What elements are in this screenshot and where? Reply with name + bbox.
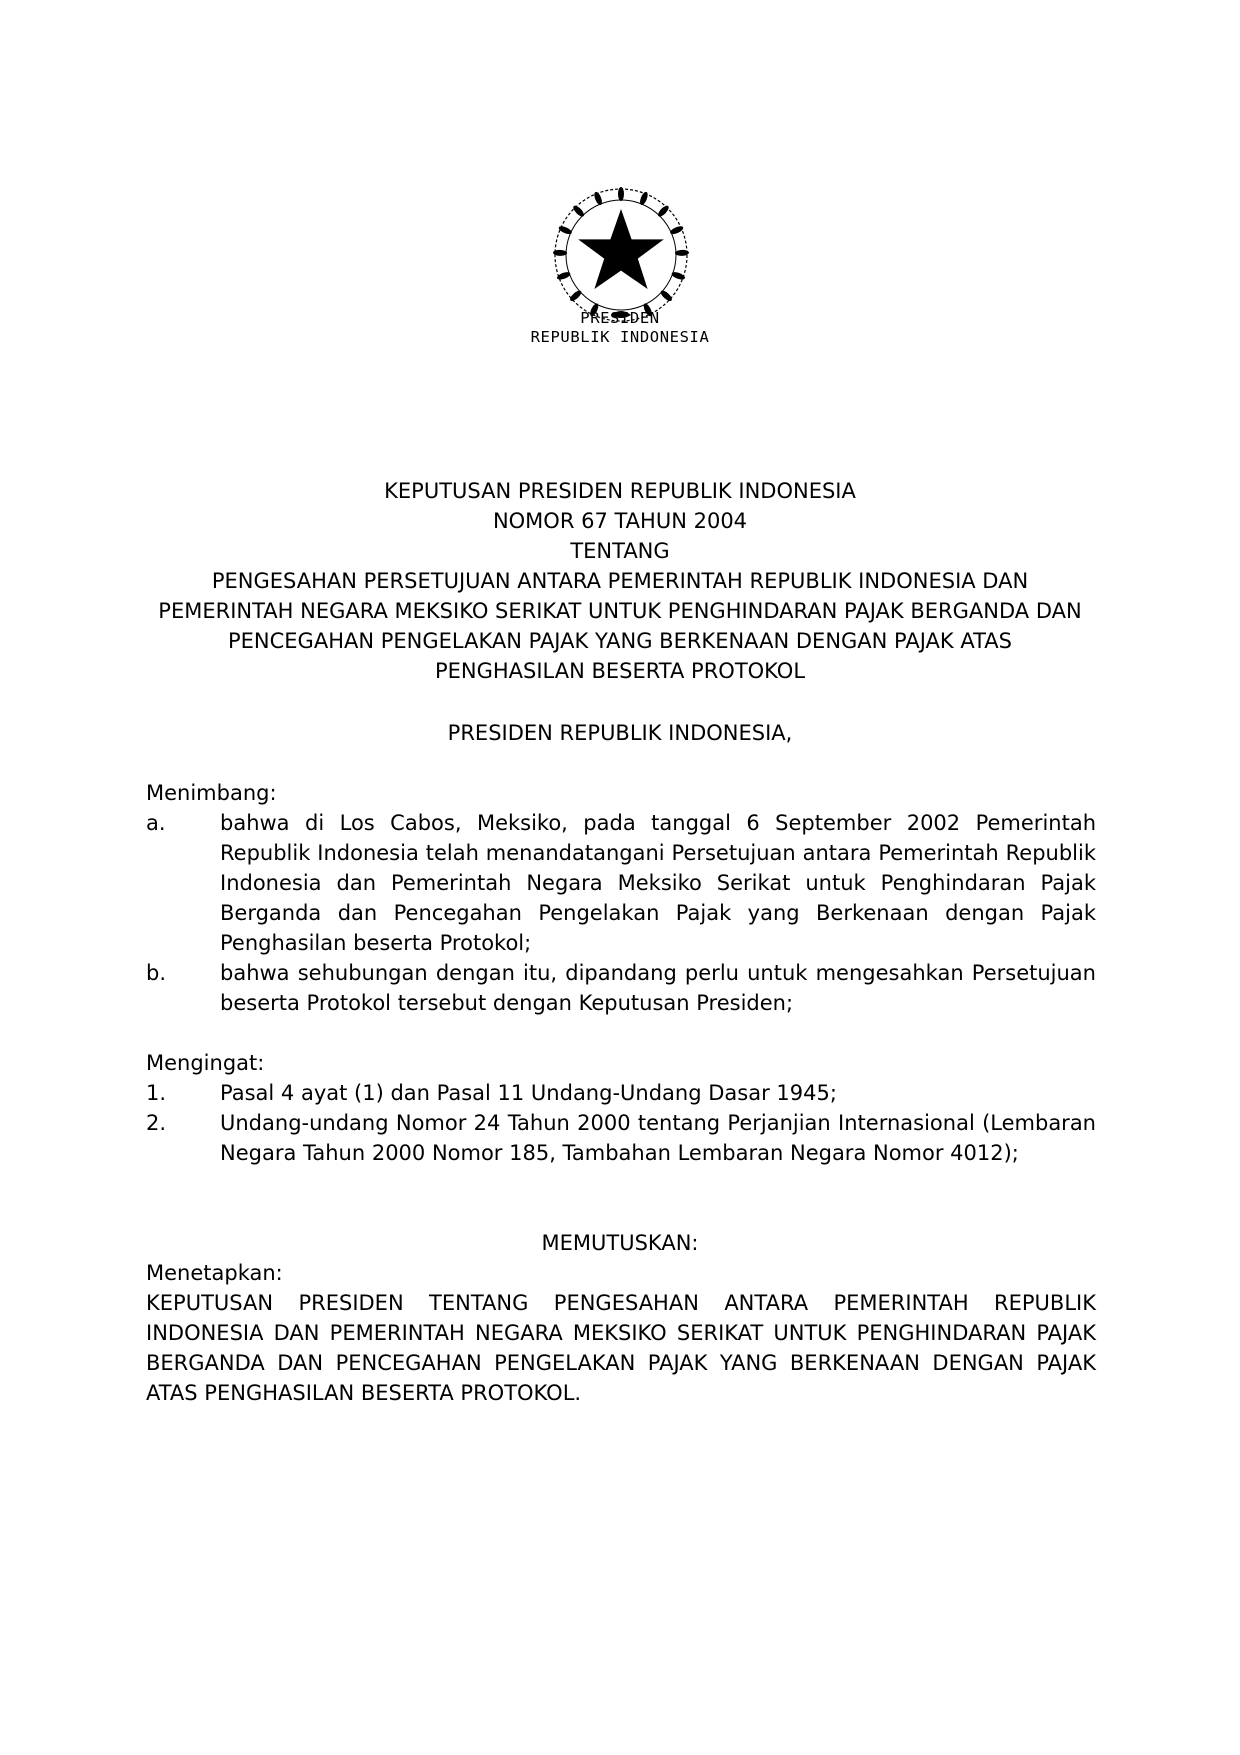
title-subject-line: PEMERINTAH NEGARA MEKSIKO SERIKAT UNTUK PENGHINDARAN PAJAK BERGANDA DAN: [158, 599, 1082, 623]
title-line: KEPUTUSAN PRESIDEN REPUBLIK INDONESIA: [384, 479, 856, 503]
header-line-republik: REPUBLIK INDONESIA: [530, 328, 710, 346]
header-line-presiden: PRESIDEN: [580, 309, 660, 327]
memutuskan-heading: MEMUTUSKAN:: [541, 1231, 699, 1255]
item-text: bahwa di Los Cabos, Meksiko, pada tanggal 6 September 2002 Pemerintah Republik Indonesia telah menandatangani Persetujuan antara Pemerintah Republik Indonesia dan Pemerintah Negara Meksiko Serikat untuk Penghindaran Pajak Berganda dan Pencegahan Pengelakan Pajak yang Berkenaan dengan Pajak Penghasilan beserta Protokol;: [220, 811, 1096, 955]
item-marker: a.: [146, 811, 166, 835]
item-marker: 1.: [146, 1081, 167, 1105]
title-subject-line: PENGESAHAN PERSETUJUAN ANTARA PEMERINTAH REPUBLIK INDONESIA DAN: [211, 569, 1029, 593]
preamble: PRESIDEN REPUBLIK INDONESIA,: [447, 721, 793, 745]
presidential-emblem-icon: [549, 183, 693, 327]
title-subject-line: PENCEGAHAN PENGELAKAN PAJAK YANG BERKENAAN DENGAN PAJAK ATAS: [227, 629, 1012, 653]
menetapkan-label: Menetapkan:: [146, 1261, 283, 1285]
item-text: bahwa sehubungan dengan itu, dipandang perlu untuk mengesahkan Persetujuan beserta Protokol tersebut dengan Keputusan Presiden;: [220, 961, 1096, 1015]
menetapkan-text: KEPUTUSAN PRESIDEN TENTANG PENGESAHAN ANTARA PEMERINTAH REPUBLIK INDONESIA DAN PEMERINTAH NEGARA MEKSIKO SERIKAT UNTUK PENGHINDARAN PAJAK BERGANDA DAN PENCEGAHAN PENGELAKAN PAJAK YANG BERKENAAN DENGAN PAJAK ATAS PENGHASILAN BESERTA PROTOKOL.: [146, 1291, 1096, 1405]
item-text: Undang-undang Nomor 24 Tahun 2000 tentang Perjanjian Internasional (Lembaran Negara Tahun 2000 Nomor 185, Tambahan Lembaran Negara Nomor 4012);: [220, 1111, 1096, 1165]
item-text: Pasal 4 ayat (1) dan Pasal 11 Undang-Undang Dasar 1945;: [220, 1081, 837, 1105]
item-marker: 2.: [146, 1111, 167, 1135]
title-subject-line: PENGHASILAN BESERTA PROTOKOL: [434, 659, 806, 683]
document-title: [120, 476, 1120, 686]
item-marker: b.: [146, 961, 167, 985]
title-number: NOMOR 67 TAHUN 2004: [492, 509, 748, 533]
mengingat-label: Mengingat:: [146, 1051, 265, 1075]
menimbang-label: Menimbang:: [146, 781, 277, 805]
title-tentang: TENTANG: [570, 539, 670, 563]
